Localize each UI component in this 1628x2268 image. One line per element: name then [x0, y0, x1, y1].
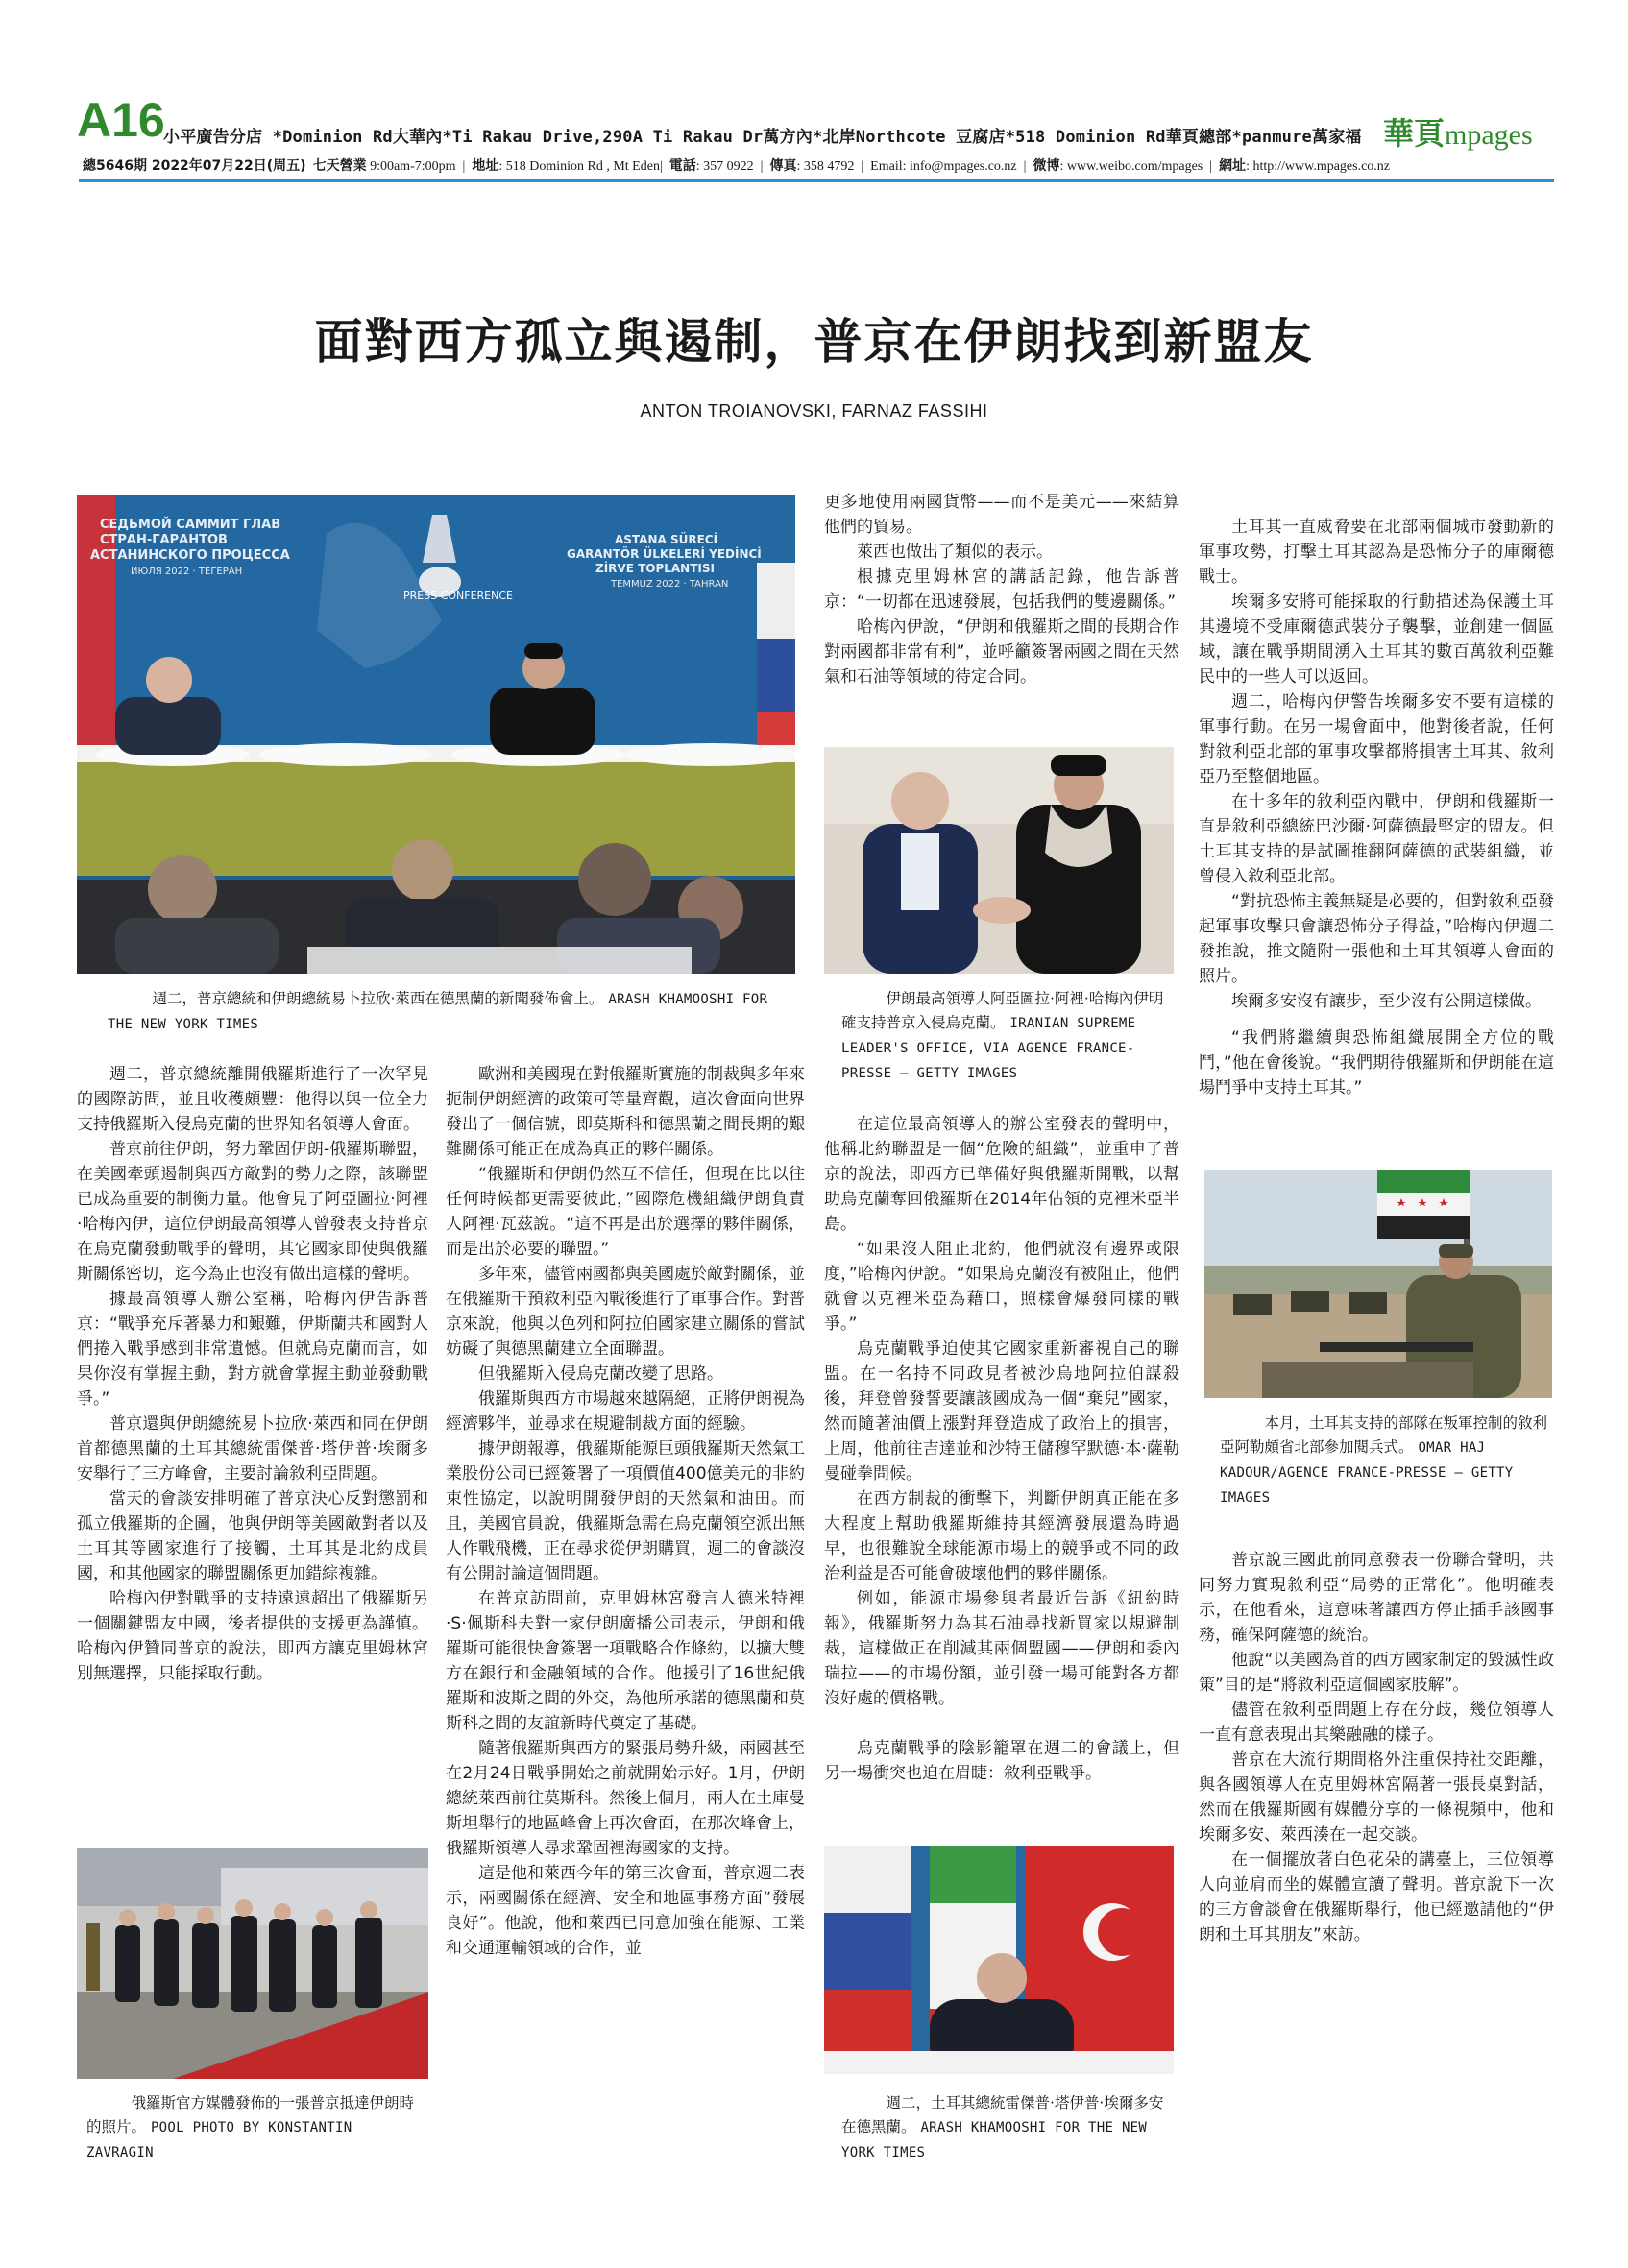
body-column-2 — [446, 1062, 805, 1961]
paragraph: “對抗恐怖主義無疑是必要的，但對敘利亞發起軍事攻擊只會讓恐怖分子得益，”哈梅內伊週二發推說，推文隨附一張他和土耳其領導人會面的照片。 — [1199, 892, 1554, 986]
photo-press-conference — [77, 495, 795, 974]
paragraph: 更多地使用兩國貨幣——而不是美元——來結算他們的貿易。 — [824, 493, 1179, 537]
caption-credit: OMAR HAJ KADOUR/AGENCE FRANCE-PRESSE — GETTY IMAGES — [1220, 1440, 1514, 1506]
paragraph: 但俄羅斯入侵烏克蘭改變了思路。 — [478, 1364, 723, 1384]
article-title: 面對西方孤立與遏制，普京在伊朗找到新盟友 — [314, 314, 1314, 370]
putin-khamenei-image — [824, 747, 1174, 974]
press-conference-label: PRESS CONFERENCE — [403, 590, 513, 602]
paragraph: 土耳其一直威脅要在北部兩個城市發動新的軍事攻勢，打擊土耳其認為是恐怖分子的庫爾德戰士。 — [1199, 518, 1554, 587]
paragraph: 埃爾多安沒有讓步，至少沒有公開這樣做。 — [1231, 992, 1542, 1011]
paragraph: 在普京訪問前，克里姆林宮發言人德米特裡·S·佩斯科夫對一家伊朗廣播公司表示，伊朗和俄羅斯可能很快會簽署一項戰略合作條約，以擴大雙方在銀行和金融領域的合作。他援引了16世紀俄羅斯和波斯之間的外交，為他所承諾的德黑蘭和莫斯科之間的友誼新時代奠定了基礎。 — [446, 1589, 805, 1733]
erdogan-image — [824, 1846, 1174, 2074]
paragraph: 據伊朗報導，俄羅斯能源巨頭俄羅斯天然氣工業股份公司已經簽署了一項價值400億美元的非約束性協定，以說明開發伊朗的天然氣和油田。而且，美國官員說，俄羅斯急需在烏克蘭領空派出無人作戰飛機，正在尋求從伊朗購買，週二的會談沒有公開討論這個問題。 — [446, 1439, 805, 1583]
caption-credit: IRANIAN SUPREME LEADER'S OFFICE, VIA AGENCE FRANCE-PRESSE — GETTY IMAGES — [841, 1016, 1136, 1081]
weibo-label: 微博 — [1033, 158, 1060, 174]
paragraph: 據最高領導人辦公室稱，哈梅內伊告訴普京：“戰爭充斥著暴力和艱難，伊斯蘭共和國對人們捲入戰爭感到非常遺憾。但就烏克蘭而言，如果你沒有掌握主動，對方就會掌握主動並發動戰爭。” — [77, 1290, 428, 1409]
paragraph: 哈梅內伊對戰爭的支持遠遠超出了俄羅斯另一個關鍵盟友中國，後者提供的支援更為謹慎。哈梅內伊贊同普京的說法，即西方讓克里姆林宮別無選擇，只能採取行動。 — [77, 1589, 428, 1683]
paragraph: 週二，普京總統離開俄羅斯進行了一次罕見的國際訪問，並且收穫頗豐：他得以與一位全力支持俄羅斯入侵烏克蘭的世界知名領導人會面。 — [77, 1065, 428, 1134]
body-column-3-top — [824, 490, 1179, 689]
email[interactable]: Email: info@mpages.co.nz — [870, 159, 1017, 174]
phone: 357 0922 — [703, 159, 754, 174]
page-number: A16 — [77, 93, 165, 147]
paragraph: 他說“以美國為首的西方國家制定的毀滅性政策”目的是“將敘利亞這個國家肢解”。 — [1199, 1651, 1554, 1695]
phone-label: 電話 — [668, 158, 696, 174]
web-label: 網址 — [1219, 158, 1247, 174]
header-branches: 小平廣告分店 *Dominion Rd大華內*Ti Rakau Drive,290A Ti Rakau Dr萬方內*北岸Northcote 豆腐店*518 Dominion Rd華頁總部*panmure萬家福 — [163, 128, 1362, 147]
paragraph: 普京說三國此前同意發表一份聯合聲明，共同努力實現敘利亞“局勢的正常化”。他明確表示，在他看來，這意味著讓西方停止插手該國事務，確保阿薩德的統治。 — [1199, 1551, 1554, 1645]
paragraph: 在西方制裁的衝擊下，判斷伊朗真正能在多大程度上幫助俄羅斯維持其經濟發展還為時過早，也很難說全球能源市場上的競爭或不同的政治利益是否可能會破壞他們的夥伴關係。 — [824, 1489, 1179, 1583]
body-column-4-top — [1199, 515, 1554, 1100]
caption-cn: 伊朗最高領導人阿亞圖拉·阿裡·哈梅內伊明確支持普京入侵烏克蘭。 — [841, 990, 1164, 1031]
caption-credit: POOL PHOTO BY KONSTANTIN ZAVRAGIN — [86, 2120, 352, 2160]
header-rule — [79, 179, 1554, 182]
article-byline: ANTON TROIANOVSKI, FARNAZ FASSIHI — [640, 401, 988, 421]
photo-putin-khamenei — [824, 747, 1174, 974]
paragraph: 儘管在敘利亞問題上存在分歧，幾位領導人一直有意表現出其樂融融的樣子。 — [1199, 1701, 1554, 1745]
caption-erdogan — [841, 2091, 1172, 2165]
paragraph: 在十多年的敘利亞內戰中，伊朗和俄羅斯一直是敘利亞總統巴沙爾·阿薩德最堅定的盟友。但土耳其支持的是試圖推翻阿薩德的武裝組織，並曾侵入敘利亞北部。 — [1199, 792, 1554, 886]
paragraph: 週二，哈梅內伊警告埃爾多安不要有這樣的軍事行動。在另一場會面中，他對後者說，任何對敘利亞北部的軍事攻擊都將損害土耳其、敘利亞乃至整個地區。 — [1199, 692, 1554, 786]
paragraph: 埃爾多安將可能採取的行動描述為保護土耳其邊境不受庫爾德武裝分子襲擊，並創建一個區域，讓在戰爭期間湧入土耳其的數百萬敘利亞難民中的一些人可以返回。 — [1199, 592, 1554, 687]
header-info: 總5646期 2022年07月22日(周五) 七天營業 9:00am-7:00pm | 地址: 518 Dominion Rd , Mt Eden| 電話: 357 0922 | 傳真: 358 4792 | Email: info@mpages.co.nz | 微博: www.weibo.com/mpages | 網址: http://www.mpages.co.nz — [83, 158, 1391, 174]
caption-putin-arrival — [86, 2091, 423, 2165]
fax-label: 傳真 — [769, 158, 797, 174]
paragraph: 例如，能源市場參與者最近告訴《紐約時報》，俄羅斯努力為其石油尋找新買家以規避制裁，這樣做正在削減其兩個盟國——伊朗和委內瑞拉——的市場份額，並引發一場可能對各方都沒好處的價格戰。 — [824, 1589, 1179, 1708]
banner-ru: СЕДЬМОЙ САММИТ ГЛАВ СТРАН-ГАРАНТОВ АСТАНИНСКОГО ПРОЦЕССА ИЮЛЯ 2022 · ТЕГЕРАН — [90, 518, 290, 577]
caption-putin-khamenei — [841, 987, 1172, 1086]
paragraph: 這是他和萊西今年的第三次會面，普京週二表示，兩國關係在經濟、安全和地區事務方面“發展良好”。他說，他和萊西已同意加強在能源、工業和交通運輸領域的合作，並 — [446, 1864, 805, 1958]
paragraph: 在一個擺放著白色花朵的講臺上，三位領導人向並肩而坐的媒體宣讀了聲明。普京說下一次的三方會談會在俄羅斯舉行，他已經邀請他的“伊朗和土耳其朋友”來訪。 — [1199, 1850, 1554, 1944]
syria-parade-image — [1204, 1170, 1552, 1398]
press-conference-image — [77, 495, 795, 974]
paragraph: 隨著俄羅斯與西方的緊張局勢升級，兩國甚至在2月24日戰爭開始之前就開始示好。1月，伊朗總統萊西前往莫斯科。然後上個月，兩人在土庫曼斯坦舉行的地區峰會上再次會面，在那次峰會上，俄羅斯領導人尋求鞏固裡海國家的支持。 — [446, 1739, 805, 1858]
paragraph: 萊西也做出了類似的表示。 — [857, 543, 1053, 562]
caption-credit: ARASH KHAMOOSHI FOR THE NEW YORK TIMES — [108, 992, 768, 1032]
issue-date: 總5646期 2022年07月22日(周五) — [83, 158, 306, 174]
hours-label: 七天營業 — [312, 158, 367, 174]
body-column-4-bottom — [1199, 1548, 1554, 1947]
caption-syria-parade — [1220, 1411, 1550, 1510]
body-column-1 — [77, 1062, 428, 1686]
paragraph: 普京在大流行期間格外注重保持社交距離，與各國領導人在克里姆林宮隔著一張長桌對話，然而在俄羅斯國有媒體分享的一條視頻中，他和埃爾多安、萊西湊在一起交談。 — [1199, 1750, 1554, 1845]
paragraph: 在這位最高領導人的辦公室發表的聲明中，他稱北約聯盟是一個“危險的組織”，並重申了普京的說法，即西方已準備好與俄羅斯開戰，以幫助烏克蘭奪回俄羅斯在2014年佔領的克裡米亞半島。 — [824, 1115, 1179, 1234]
paragraph: “俄羅斯和伊朗仍然互不信任，但現在比以往任何時候都更需要彼此，”國際危機組織伊朗負責人阿裡·瓦茲說。“這不再是出於選擇的夥伴關係，而是出於必要的聯盟。” — [446, 1165, 805, 1259]
caption-cn: 週二，土耳其總統雷傑普·塔伊普·埃爾多安在德黑蘭。 — [841, 2094, 1164, 2135]
banner-tr: ASTANA SÜRECİ GARANTÖR ÜLKELERİ YEDİNCİ ZİRVE TOPLANTISI TEMMUZ 2022 · TAHRAN — [567, 533, 762, 590]
photo-erdogan — [824, 1846, 1174, 2074]
photo-putin-arrival — [77, 1848, 428, 2079]
photo-syria-parade — [1204, 1170, 1552, 1398]
paragraph: “我們將繼續與恐怖組織展開全方位的戰鬥，”他在會後說。“我們期待俄羅斯和伊朗能在這場鬥爭中支持土耳其。” — [1199, 1028, 1554, 1098]
paragraph: “如果沒人阻止北約，他們就沒有邊界或限度，”哈梅內伊說。“如果烏克蘭沒有被阻止，他們就會以克裡米亞為藉口，照樣會爆發同樣的戰爭。” — [824, 1240, 1179, 1334]
paragraph: 哈梅內伊說，“伊朗和俄羅斯之間的長期合作對兩國都非常有利”，並呼籲簽署兩國之間在天然氣和石油等領域的待定合同。 — [824, 617, 1179, 687]
arrival-image — [77, 1848, 428, 2079]
logo-cjk: 華頁 — [1383, 115, 1446, 152]
caption-press-conference — [108, 987, 795, 1037]
caption-cn: 週二，普京總統和伊朗總統易卜拉欣·萊西在德黑蘭的新聞發佈會上。 — [152, 990, 604, 1007]
website[interactable]: http://www.mpages.co.nz — [1252, 159, 1391, 174]
body-column-3-bottom — [824, 1112, 1179, 1786]
address-label: 地址 — [472, 158, 499, 174]
paragraph: 歐洲和美國現在對俄羅斯實施的制裁與多年來扼制伊朗經濟的政策可等量齊觀，這次會面向世界發出了一個信號，即莫斯科和德黑蘭之間長期的艱難關係可能正在成為真正的夥伴關係。 — [446, 1065, 805, 1159]
paragraph: 根據克里姆林宮的講話記錄，他告訴普京：“一切都在迅速發展，包括我們的雙邊關係。” — [824, 567, 1179, 612]
weibo[interactable]: www.weibo.com/mpages — [1066, 159, 1203, 174]
paragraph: 烏克蘭戰爭迫使其它國家重新審視自己的聯盟。在一名持不同政見者被沙烏地阿拉伯謀殺後，拜登曾發誓要讓該國成為一個“棄兒”國家，然而隨著油價上漲對拜登造成了政治上的損害，上周，他前往吉達並和沙特王儲穆罕默德·本·薩勒曼碰拳問候。 — [824, 1339, 1179, 1484]
caption-cn: 本月，土耳其支持的部隊在叛軍控制的敘利亞阿勒頗省北部參加閱兵式。 — [1220, 1414, 1548, 1456]
paragraph: 俄羅斯與西方市場越來越隔絕，正將伊朗視為經濟夥伴，並尋求在規避制裁方面的經驗。 — [446, 1389, 805, 1434]
paragraph: 烏克蘭戰爭的陰影籠罩在週二的會議上，但另一場衝突也迫在眉睫：敘利亞戰爭。 — [824, 1739, 1179, 1783]
address: 518 Dominion Rd , Mt Eden — [505, 159, 660, 174]
paragraph: 普京還與伊朗總統易卜拉欣·萊西和同在伊朗首都德黑蘭的土耳其總統雷傑普·塔伊普·埃爾多安舉行了三方峰會，主要討論敘利亞問題。 — [77, 1414, 428, 1484]
hours: 9:00am-7:00pm — [370, 159, 456, 174]
paragraph: 當天的會談安排明確了普京決心反對懲罰和孤立俄羅斯的企圖，他與伊朗等美國敵對者以及土耳其等國家進行了接觸，土耳其是北約成員國，和其他國家的聯盟關係更加錯綜複雜。 — [77, 1489, 428, 1583]
caption-cn: 俄羅斯官方媒體發佈的一張普京抵達伊朗時的照片。 — [86, 2094, 415, 2135]
paragraph: 普京前往伊朗，努力鞏固伊朗-俄羅斯聯盟，在美國牽頭遏制與西方敵對的勢力之際，該聯盟已成為重要的制衡力量。他會見了阿亞圖拉·阿裡·哈梅內伊，這位伊朗最高領導人曾發表支持普京在烏克蘭發動戰爭的聲明，其它國家即使與俄羅斯關係密切，迄今為止也沒有做出這樣的聲明。 — [77, 1140, 428, 1284]
fax: 358 4792 — [803, 159, 855, 174]
mpages-logo — [1383, 109, 1533, 154]
caption-credit: ARASH KHAMOOSHI FOR THE NEW YORK TIMES — [841, 2120, 1148, 2160]
paragraph: 多年來，儘管兩國都與美國處於敵對關係，並在俄羅斯干預敘利亞內戰後進行了軍事合作。對普京來說，他與以色列和阿拉伯國家建立關係的嘗試妨礙了與德黑蘭建立全面聯盟。 — [446, 1265, 805, 1359]
logo-latin: mpages — [1445, 119, 1533, 151]
